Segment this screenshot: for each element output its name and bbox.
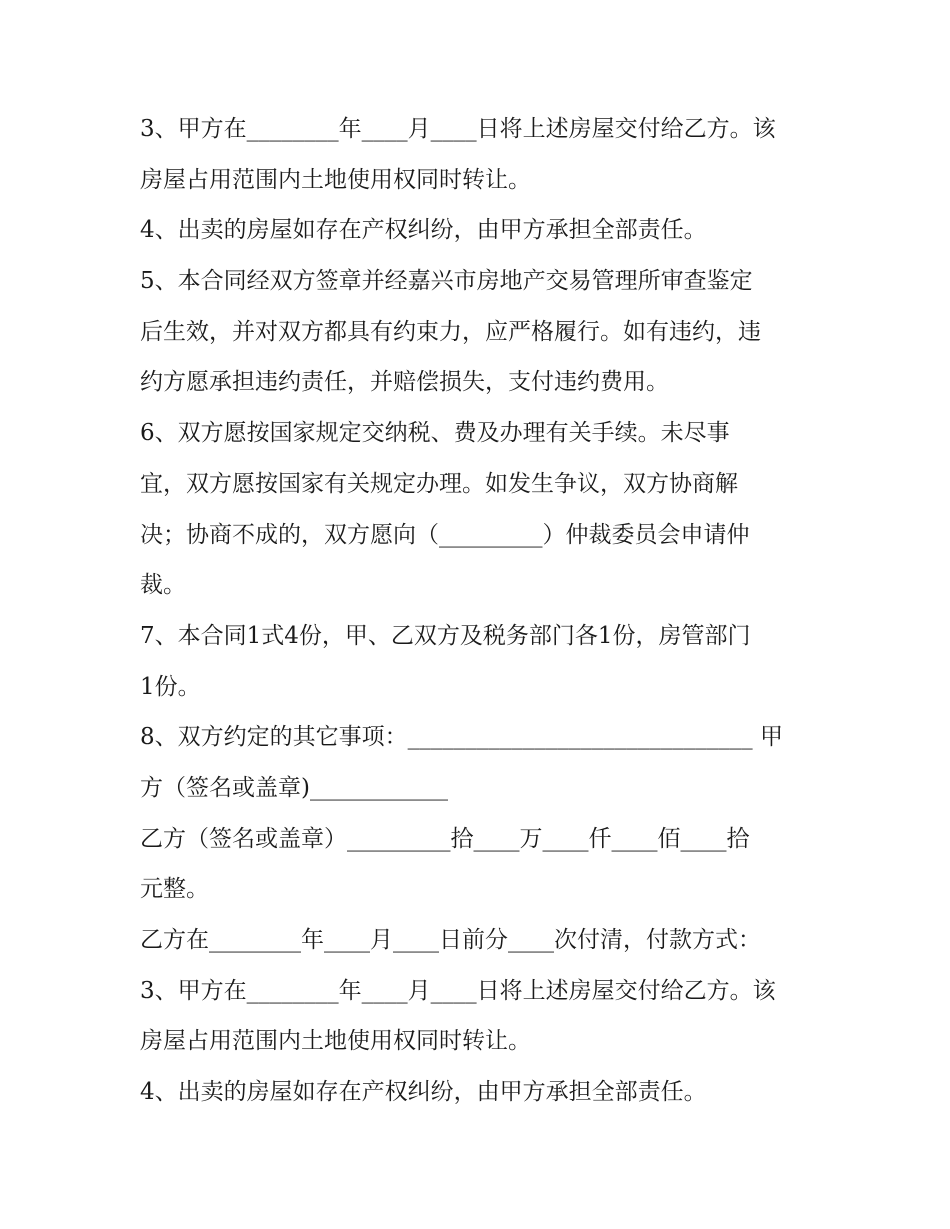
- text-line-8: 宜，双方愿按国家有关规定办理。如发生争议，双方协商解: [140, 470, 738, 497]
- text-line-13: 8、双方约定的其它事项：______________________________ 甲: [140, 724, 783, 751]
- text-line-18: 3、甲方在________年____月____日将上述房屋交付给乙方。该: [140, 977, 776, 1004]
- text-line-19: 房屋占用范围内土地使用权同时转让。: [140, 1028, 531, 1055]
- text-line-12: 1份。: [140, 673, 201, 700]
- contract-text: [140, 104, 820, 1118]
- text-line-4: 5、本合同经双方签章并经嘉兴市房地产交易管理所审查鉴定: [140, 268, 753, 295]
- text-line-15: 乙方（签名或盖章）_________拾____万____仟____佰____拾: [140, 825, 750, 852]
- text-line-20: 4、出卖的房屋如存在产权纠纷，由甲方承担全部责任。: [140, 1079, 707, 1106]
- text-line-3: 4、出卖的房屋如存在产权纠纷，由甲方承担全部责任。: [140, 217, 707, 244]
- text-line-11: 7、本合同1式4份，甲、乙双方及税务部门各1份，房管部门: [140, 622, 751, 649]
- text-line-2: 房屋占用范围内土地使用权同时转让。: [140, 166, 531, 193]
- text-line-17: 乙方在________年____月____日前分____次付清，付款方式：: [140, 927, 761, 953]
- text-line-14: 方（签名或盖章)____________: [140, 774, 448, 801]
- text-line-1: 3、甲方在________年____月____日将上述房屋交付给乙方。该: [140, 116, 776, 142]
- text-line-16: 元整。: [140, 876, 209, 903]
- text-line-10: 裁。: [140, 572, 186, 599]
- text-line-5: 后生效，并对双方都具有约束力，应严格履行。如有违约，违: [140, 318, 761, 345]
- text-line-6: 约方愿承担违约责任，并赔偿损失，支付违约费用。: [140, 369, 669, 396]
- text-line-9: 决；协商不成的，双方愿向（_________）仲裁委员会申请仲: [140, 521, 750, 548]
- text-line-7: 6、双方愿按国家规定交纳税、费及办理有关手续。未尽事: [140, 420, 730, 447]
